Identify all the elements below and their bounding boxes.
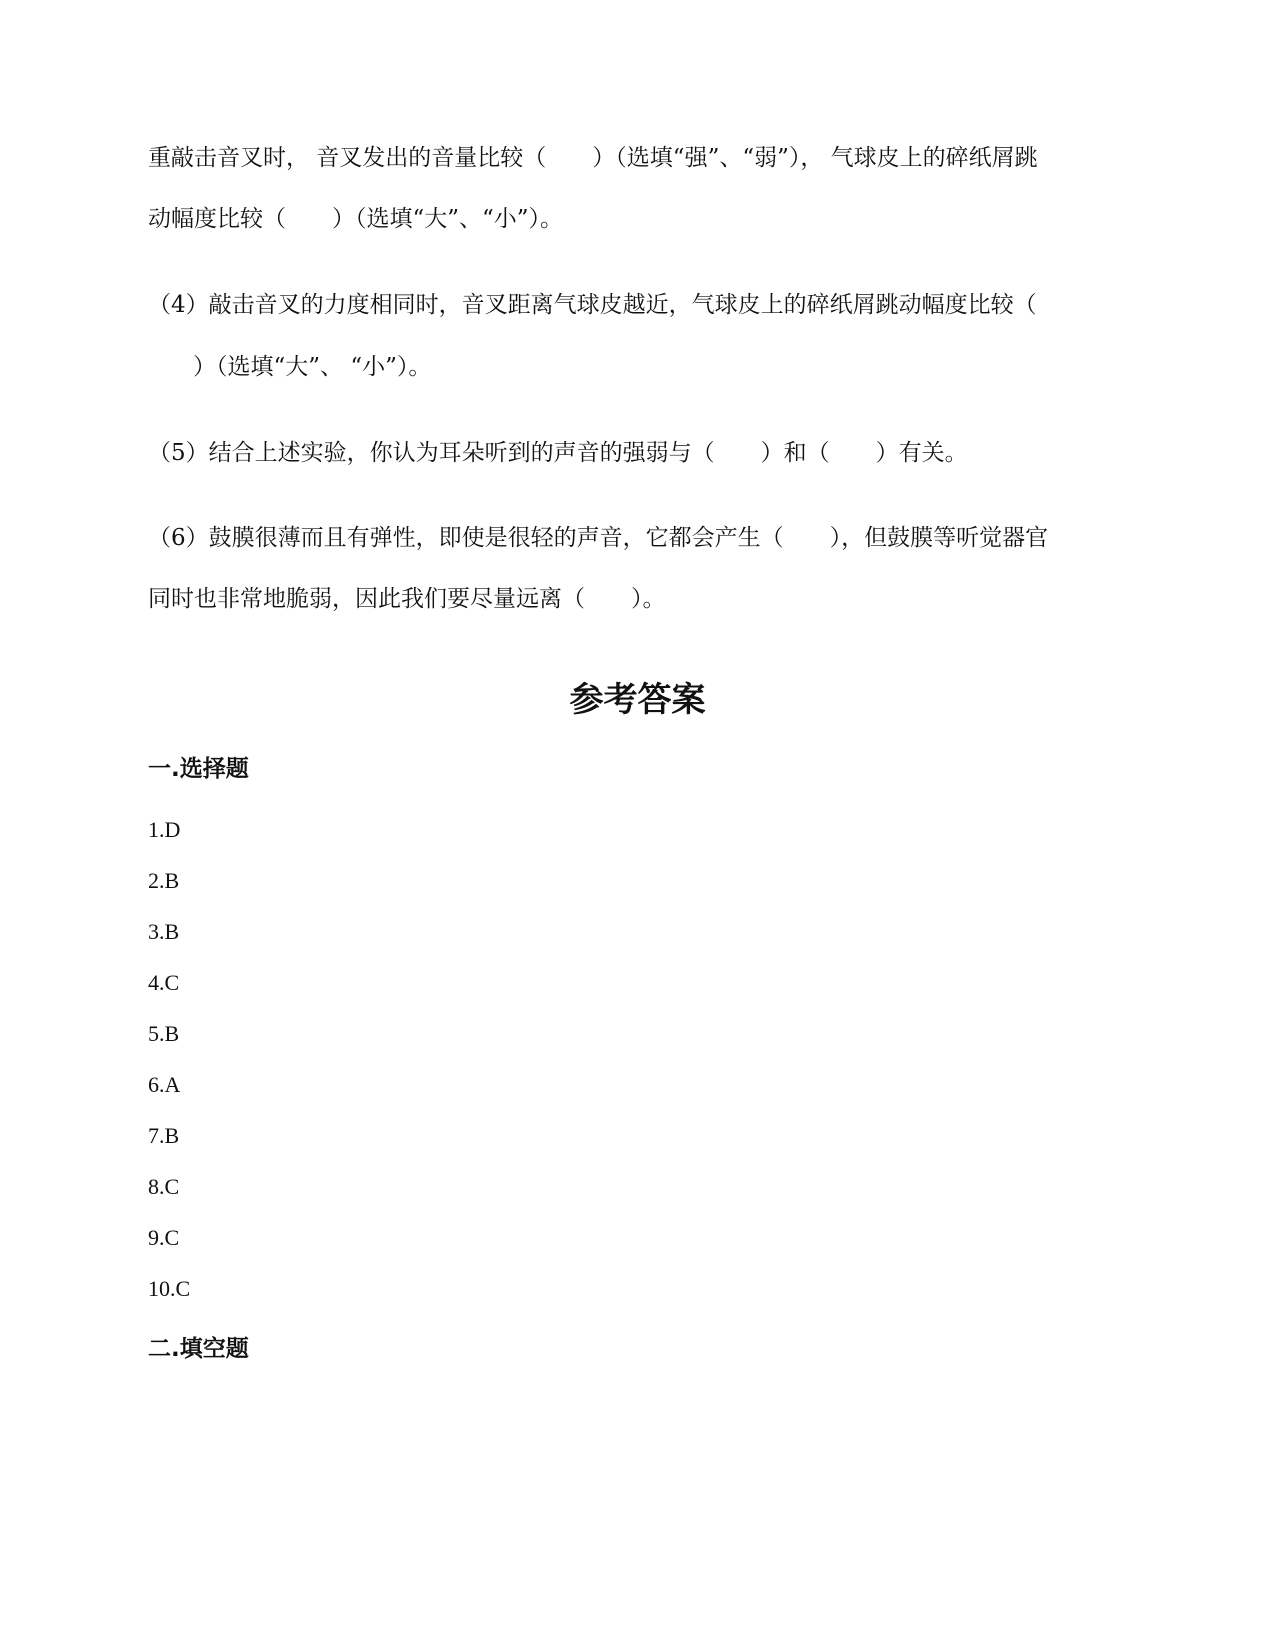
answer-item: 5.B [148,1021,180,1046]
question-line: （5）结合上述实验，你认为耳朵听到的声音的强弱与（ ）和（ ）有关。 [148,440,968,466]
question-line: （4）敲击音叉的力度相同时，音叉距离气球皮越近，气球皮上的碎纸屑跳动幅度比较（ [148,292,1037,318]
question-line: （6）鼓膜很薄而且有弹性，即使是很轻的声音，它都会产生（ ），但鼓膜等听觉器官 [148,525,1049,551]
answer-item: 3.B [148,919,180,944]
answer-item: 10.C [148,1276,191,1301]
answer-item: 8.C [148,1174,180,1199]
answer-item: 7.B [148,1123,180,1148]
answer-item: 9.C [148,1225,180,1250]
answer-item: 2.B [148,868,180,893]
question-line: 动幅度比较（ ）（选填“大”、“小”）。 [148,206,564,232]
question-line: ）（选填“大”、 “小”）。 [170,354,432,380]
question-line: 重敲击音叉时， 音叉发出的音量比较（ ）（选填“强”、“弱”）， 气球皮上的碎纸屑跳 [148,145,1038,171]
answer-item: 4.C [148,970,180,995]
section-heading-choice: 一.选择题 [148,756,249,782]
section-heading-fill: 二.填空题 [148,1336,249,1362]
answer-item: 6.A [148,1072,181,1097]
answer-item: 1.D [148,817,181,842]
answers-title: 参考答案 [569,680,706,720]
question-line: 同时也非常地脆弱，因此我们要尽量远离（ ）。 [148,586,666,612]
